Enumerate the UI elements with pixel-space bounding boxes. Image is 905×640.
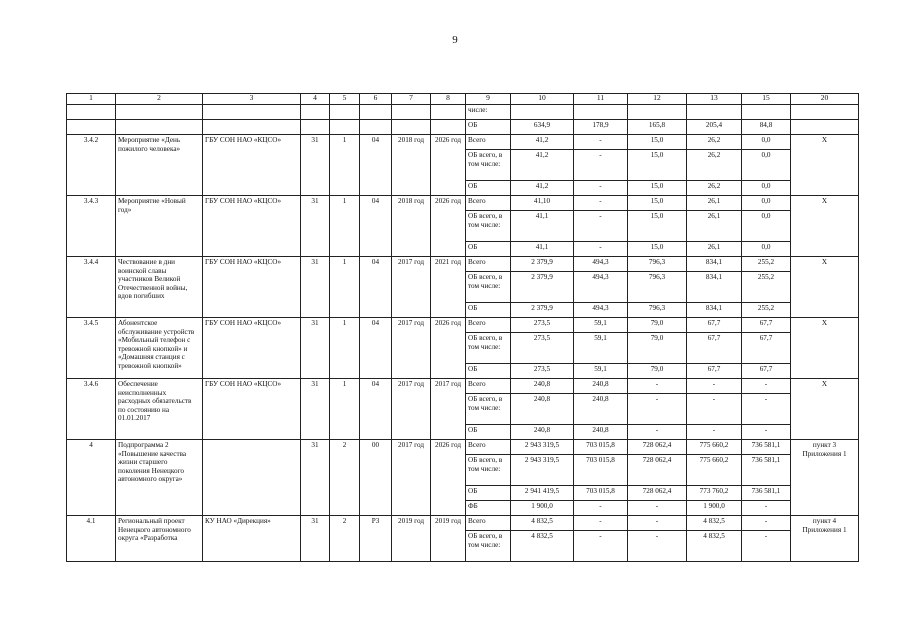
column-header: 10 bbox=[511, 94, 574, 105]
item-name: Чествование в дни воинской славы участников Великой Отечественной войны, вдов погибших bbox=[116, 257, 203, 318]
row-label: ОБ bbox=[466, 181, 511, 196]
reference-col20: пункт 4 Приложения 1 bbox=[791, 516, 859, 562]
value-col10: 273,5 bbox=[511, 364, 574, 379]
value-col11: 178,9 bbox=[574, 120, 628, 135]
item-number: 3.4.5 bbox=[67, 318, 116, 379]
continuation-row-label bbox=[67, 105, 859, 120]
value-col12: 15,0 bbox=[628, 150, 687, 181]
column-header: 15 bbox=[742, 94, 791, 105]
code-col6: 04 bbox=[360, 196, 392, 257]
value-col11: - bbox=[574, 150, 628, 181]
row-label: Всего bbox=[466, 196, 511, 211]
value-col12: - bbox=[628, 516, 687, 531]
value-col11: - bbox=[574, 181, 628, 196]
code-col6: 04 bbox=[360, 257, 392, 318]
value-col10: 41,10 bbox=[511, 196, 574, 211]
reference-col20: пункт 3 Приложения 1 bbox=[791, 440, 859, 516]
start-year: 2019 год bbox=[392, 516, 431, 562]
value-col11: 494,3 bbox=[574, 257, 628, 272]
value-col10: 41,1 bbox=[511, 211, 574, 242]
row-label: ОБ всего, в том числе: bbox=[466, 455, 511, 486]
column-header: 20 bbox=[791, 94, 859, 105]
item-number: 4 bbox=[67, 440, 116, 516]
code-col5: 2 bbox=[330, 440, 360, 516]
value-col11: 703 015,8 bbox=[574, 486, 628, 501]
value-col13: 4 832,5 bbox=[687, 531, 742, 562]
value-col10: 41,1 bbox=[511, 242, 574, 257]
value-col13: 26,1 bbox=[687, 196, 742, 211]
value-col10: 2 379,9 bbox=[511, 272, 574, 303]
value-col13: 775 660,2 bbox=[687, 440, 742, 455]
code-col5: 1 bbox=[330, 257, 360, 318]
code-col6: 04 bbox=[360, 318, 392, 379]
page-number: 9 bbox=[452, 34, 458, 46]
value-col12: - bbox=[628, 531, 687, 562]
value-col15: 0,0 bbox=[742, 242, 791, 257]
value-col15: 67,7 bbox=[742, 364, 791, 379]
item-name: Обеспечение неисполненных расходных обязательств по состоянию на 01.01.2017 bbox=[116, 379, 203, 440]
value-col10: 2 943 319,5 bbox=[511, 440, 574, 455]
row-label: Всего bbox=[466, 440, 511, 455]
column-header: 8 bbox=[431, 94, 466, 105]
column-header: 5 bbox=[330, 94, 360, 105]
value-col11: 240,8 bbox=[574, 425, 628, 440]
code-col5: 2 bbox=[330, 516, 360, 562]
value-col12: - bbox=[628, 394, 687, 425]
code-col5: 1 bbox=[330, 196, 360, 257]
table-row bbox=[67, 135, 859, 150]
column-header: 3 bbox=[203, 94, 301, 105]
value-col10: 240,8 bbox=[511, 425, 574, 440]
value-col13: - bbox=[687, 379, 742, 394]
value-col13: 773 760,2 bbox=[687, 486, 742, 501]
value-col12: 15,0 bbox=[628, 211, 687, 242]
column-header: 4 bbox=[301, 94, 330, 105]
value-col12: 79,0 bbox=[628, 333, 687, 364]
value-col13: 1 900,0 bbox=[687, 501, 742, 516]
value-col10: 240,8 bbox=[511, 379, 574, 394]
column-header: 1 bbox=[67, 94, 116, 105]
value-col12: 728 062,4 bbox=[628, 455, 687, 486]
value-col15: 255,2 bbox=[742, 257, 791, 272]
row-label: ОБ bbox=[466, 486, 511, 501]
value-col15: - bbox=[742, 425, 791, 440]
budget-table bbox=[66, 93, 859, 562]
value-col10: 273,5 bbox=[511, 333, 574, 364]
value-col13: 834,1 bbox=[687, 272, 742, 303]
value-col11: 59,1 bbox=[574, 333, 628, 364]
value-col13: 775 660,2 bbox=[687, 455, 742, 486]
code-col6: 00 bbox=[360, 440, 392, 516]
value-col15: 0,0 bbox=[742, 211, 791, 242]
column-header: 9 bbox=[466, 94, 511, 105]
value-col11: 59,1 bbox=[574, 318, 628, 333]
value-col15: 67,7 bbox=[742, 318, 791, 333]
reference-col20: Х bbox=[791, 379, 859, 440]
value-col13: 26,2 bbox=[687, 181, 742, 196]
row-label: ОБ всего, в том числе: bbox=[466, 272, 511, 303]
item-name: Мероприятие «День пожилого человека» bbox=[116, 135, 203, 196]
responsible-org: ГБУ СОН НАО «КЦСО» bbox=[203, 379, 301, 440]
value-col15: - bbox=[742, 501, 791, 516]
value-col11: 59,1 bbox=[574, 364, 628, 379]
value-col11: - bbox=[574, 242, 628, 257]
table-row bbox=[67, 318, 859, 333]
end-year: 2017 год bbox=[431, 379, 466, 440]
value-col12: 796,3 bbox=[628, 272, 687, 303]
value-col13: 4 832,5 bbox=[687, 516, 742, 531]
row-label: ФБ bbox=[466, 501, 511, 516]
row-label: ОБ bbox=[466, 242, 511, 257]
row-label: Всего bbox=[466, 135, 511, 150]
start-year: 2017 год bbox=[392, 318, 431, 379]
value-col12: 728 062,4 bbox=[628, 440, 687, 455]
value-col10: 2 379,9 bbox=[511, 303, 574, 318]
value-col12: 796,3 bbox=[628, 303, 687, 318]
code-col4: 31 bbox=[301, 379, 330, 440]
code-col4: 31 bbox=[301, 440, 330, 516]
item-number: 3.4.3 bbox=[67, 196, 116, 257]
code-col5: 1 bbox=[330, 318, 360, 379]
item-name: Абонентское обслуживание устройств «Мобильный телефон с тревожной кнопкой» и «Домашняя станция с тревожной кнопкой» bbox=[116, 318, 203, 379]
row-label: ОБ всего, в том числе: bbox=[466, 333, 511, 364]
reference-col20: Х bbox=[791, 135, 859, 196]
value-col11: - bbox=[574, 531, 628, 562]
row-label: ОБ всего, в том числе: bbox=[466, 394, 511, 425]
value-col15: - bbox=[742, 516, 791, 531]
code-col4: 31 bbox=[301, 257, 330, 318]
value-col10: 41,2 bbox=[511, 150, 574, 181]
end-year: 2026 год bbox=[431, 135, 466, 196]
value-col12: 79,0 bbox=[628, 364, 687, 379]
value-col12: 165,8 bbox=[628, 120, 687, 135]
value-col11: 703 015,8 bbox=[574, 440, 628, 455]
end-year: 2026 год bbox=[431, 440, 466, 516]
value-col15: - bbox=[742, 531, 791, 562]
column-header: 7 bbox=[392, 94, 431, 105]
value-col12: 728 062,4 bbox=[628, 486, 687, 501]
value-col15: 736 581,1 bbox=[742, 440, 791, 455]
value-col13: 26,1 bbox=[687, 211, 742, 242]
value-col15: 255,2 bbox=[742, 303, 791, 318]
row-label: Всего bbox=[466, 257, 511, 272]
column-header: 11 bbox=[574, 94, 628, 105]
end-year: 2026 год bbox=[431, 196, 466, 257]
item-number: 3.4.4 bbox=[67, 257, 116, 318]
value-col13: - bbox=[687, 425, 742, 440]
value-col13: 67,7 bbox=[687, 318, 742, 333]
responsible-org bbox=[203, 440, 301, 516]
code-col5: 1 bbox=[330, 379, 360, 440]
code-col4: 31 bbox=[301, 135, 330, 196]
value-col11: 494,3 bbox=[574, 272, 628, 303]
value-col10: 1 900,0 bbox=[511, 501, 574, 516]
value-col10: 273,5 bbox=[511, 318, 574, 333]
start-year: 2018 год bbox=[392, 135, 431, 196]
value-col10: 2 379,9 bbox=[511, 257, 574, 272]
code-col6: 04 bbox=[360, 135, 392, 196]
item-number: 3.4.2 bbox=[67, 135, 116, 196]
row-label: ОБ bbox=[466, 303, 511, 318]
code-col4: 31 bbox=[301, 196, 330, 257]
value-col12: - bbox=[628, 501, 687, 516]
value-col13: 26,1 bbox=[687, 242, 742, 257]
code-col4: 31 bbox=[301, 318, 330, 379]
value-col11: 703 015,8 bbox=[574, 455, 628, 486]
continuation-row-ob bbox=[67, 120, 859, 135]
item-name: Региональный проект Ненецкого автономного округа «Разработка bbox=[116, 516, 203, 562]
value-col10: 2 941 419,5 bbox=[511, 486, 574, 501]
value-col12: 15,0 bbox=[628, 196, 687, 211]
start-year: 2017 год bbox=[392, 257, 431, 318]
row-label: Всего bbox=[466, 318, 511, 333]
value-col13: 67,7 bbox=[687, 364, 742, 379]
table-row bbox=[67, 379, 859, 394]
value-col15: - bbox=[742, 394, 791, 425]
value-col12: 15,0 bbox=[628, 181, 687, 196]
value-col10: 4 832,5 bbox=[511, 531, 574, 562]
value-col10: 2 943 319,5 bbox=[511, 455, 574, 486]
value-col15: 255,2 bbox=[742, 272, 791, 303]
value-col13: 26,2 bbox=[687, 150, 742, 181]
header-row bbox=[67, 94, 859, 105]
table-row bbox=[67, 196, 859, 211]
start-year: 2018 год bbox=[392, 196, 431, 257]
end-year: 2021 год bbox=[431, 257, 466, 318]
value-col11: 494,3 bbox=[574, 303, 628, 318]
reference-col20: Х bbox=[791, 257, 859, 318]
code-col6: Р3 bbox=[360, 516, 392, 562]
column-header: 13 bbox=[687, 94, 742, 105]
value-col12: 79,0 bbox=[628, 318, 687, 333]
value-col10: 634,9 bbox=[511, 120, 574, 135]
item-number: 3.4.6 bbox=[67, 379, 116, 440]
value-col13: 26,2 bbox=[687, 135, 742, 150]
value-col10: 240,8 bbox=[511, 394, 574, 425]
row-label: ОБ bbox=[466, 425, 511, 440]
column-header: 2 bbox=[116, 94, 203, 105]
value-col15: 0,0 bbox=[742, 135, 791, 150]
row-label: ОБ всего, в том числе: bbox=[466, 150, 511, 181]
value-col15: - bbox=[742, 379, 791, 394]
value-col15: 0,0 bbox=[742, 196, 791, 211]
responsible-org: ГБУ СОН НАО «КЦСО» bbox=[203, 318, 301, 379]
table-row bbox=[67, 257, 859, 272]
value-col11: 240,8 bbox=[574, 394, 628, 425]
item-name: Мероприятие «Новый год» bbox=[116, 196, 203, 257]
code-col6: 04 bbox=[360, 379, 392, 440]
value-col15: 84,8 bbox=[742, 120, 791, 135]
table-row bbox=[67, 516, 859, 531]
code-col5: 1 bbox=[330, 135, 360, 196]
responsible-org: ГБУ СОН НАО «КЦСО» bbox=[203, 257, 301, 318]
end-year: 2019 год bbox=[431, 516, 466, 562]
value-col15: 736 581,1 bbox=[742, 455, 791, 486]
responsible-org: ГБУ СОН НАО «КЦСО» bbox=[203, 135, 301, 196]
value-col11: - bbox=[574, 501, 628, 516]
value-col10: 4 832,5 bbox=[511, 516, 574, 531]
row-label: Всего bbox=[466, 379, 511, 394]
value-col15: 67,7 bbox=[742, 333, 791, 364]
value-col13: 205,4 bbox=[687, 120, 742, 135]
value-col13: 834,1 bbox=[687, 257, 742, 272]
row-label: ОБ bbox=[466, 120, 511, 135]
responsible-org: ГБУ СОН НАО «КЦСО» bbox=[203, 196, 301, 257]
value-col15: 0,0 bbox=[742, 181, 791, 196]
value-col12: 15,0 bbox=[628, 242, 687, 257]
start-year: 2017 год bbox=[392, 379, 431, 440]
item-name: Подпрограмма 2 «Повышение качества жизни старшего поколения Ненецкого автономного округа» bbox=[116, 440, 203, 516]
value-col12: - bbox=[628, 379, 687, 394]
value-col15: 0,0 bbox=[742, 150, 791, 181]
value-col10: 41,2 bbox=[511, 181, 574, 196]
row-label: ОБ всего, в том числе: bbox=[466, 211, 511, 242]
value-col13: 67,7 bbox=[687, 333, 742, 364]
reference-col20: Х bbox=[791, 318, 859, 379]
value-col11: 240,8 bbox=[574, 379, 628, 394]
item-number: 4.1 bbox=[67, 516, 116, 562]
responsible-org: КУ НАО «Дирекция» bbox=[203, 516, 301, 562]
row-label: числе: bbox=[466, 105, 511, 120]
value-col11: - bbox=[574, 196, 628, 211]
value-col10: 41,2 bbox=[511, 135, 574, 150]
value-col11: - bbox=[574, 211, 628, 242]
column-header: 12 bbox=[628, 94, 687, 105]
start-year: 2017 год bbox=[392, 440, 431, 516]
row-label: ОБ bbox=[466, 364, 511, 379]
value-col11: - bbox=[574, 516, 628, 531]
value-col12: - bbox=[628, 425, 687, 440]
end-year: 2026 год bbox=[431, 318, 466, 379]
row-label: Всего bbox=[466, 516, 511, 531]
row-label: ОБ всего, в том числе: bbox=[466, 531, 511, 562]
reference-col20: Х bbox=[791, 196, 859, 257]
column-header: 6 bbox=[360, 94, 392, 105]
value-col15: 736 581,1 bbox=[742, 486, 791, 501]
value-col12: 15,0 bbox=[628, 135, 687, 150]
code-col4: 31 bbox=[301, 516, 330, 562]
value-col11: - bbox=[574, 135, 628, 150]
table-row bbox=[67, 440, 859, 455]
value-col13: 834,1 bbox=[687, 303, 742, 318]
value-col13: - bbox=[687, 394, 742, 425]
value-col12: 796,3 bbox=[628, 257, 687, 272]
